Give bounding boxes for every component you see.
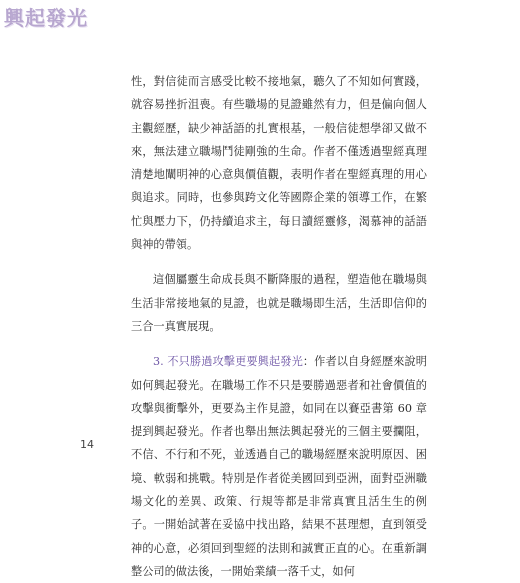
point-heading: 不只勝過攻擊更要興起發光 bbox=[167, 355, 303, 369]
point-body: ：作者以自身經歷來說明如何興起發光。在職場工作不只是要勝過惡者和社會價值的攻擊與衝擊外，更要為主作見證，如同在以賽亞書第 60 章提到興起發光。作者也舉出無法興起發光的三個主要攔阻，不信、不行和不死，並透過自己的職場經歷來說明原因、困境、軟弱和挑戰。特別是作者從美國回到亞洲，面對亞洲職場文化的差異、政策、行規等都是非常真實且活生生的例子。一開始試著在妥協中找出路，結果不甚理想，直到領受神的心意，必須回到聖經的法則和誠實正直的心。在重新調整公司的做法後，一開始業績一落千丈，如何 bbox=[131, 355, 427, 578]
book-title-logo: 興起發光 bbox=[4, 6, 88, 30]
paragraph-3 bbox=[131, 350, 427, 583]
point-number: 3. bbox=[153, 355, 168, 369]
paragraph-2: 這個屬靈生命成長與不斷降服的過程，塑造他在職場與生活非常接地氣的見證，也就是職場即生活，生活即信仰的三合一真實展現。 bbox=[131, 273, 427, 333]
body-text bbox=[131, 70, 427, 583]
paragraph-1: 性，對信徒而言感受比較不接地氣，聽久了不知如何實踐，就容易挫折沮喪。有些職場的見證雖然有力，但是偏向個人主觀經歷，缺少神話語的扎實根基，一般信徒想學卻又做不來，無法建立職場鬥徒剛強的生命。作者不僅透過聖經真理清楚地闡明神的心意與價值觀，表明作者在聖經真理的用心與追求。同時，也參與跨文化等國際企業的領導工作，在繁忙與壓力下，仍持續追求主，每日讀經靈修，渴慕神的話語與神的帶領。 bbox=[131, 75, 427, 252]
page-number: 14 bbox=[80, 438, 94, 451]
